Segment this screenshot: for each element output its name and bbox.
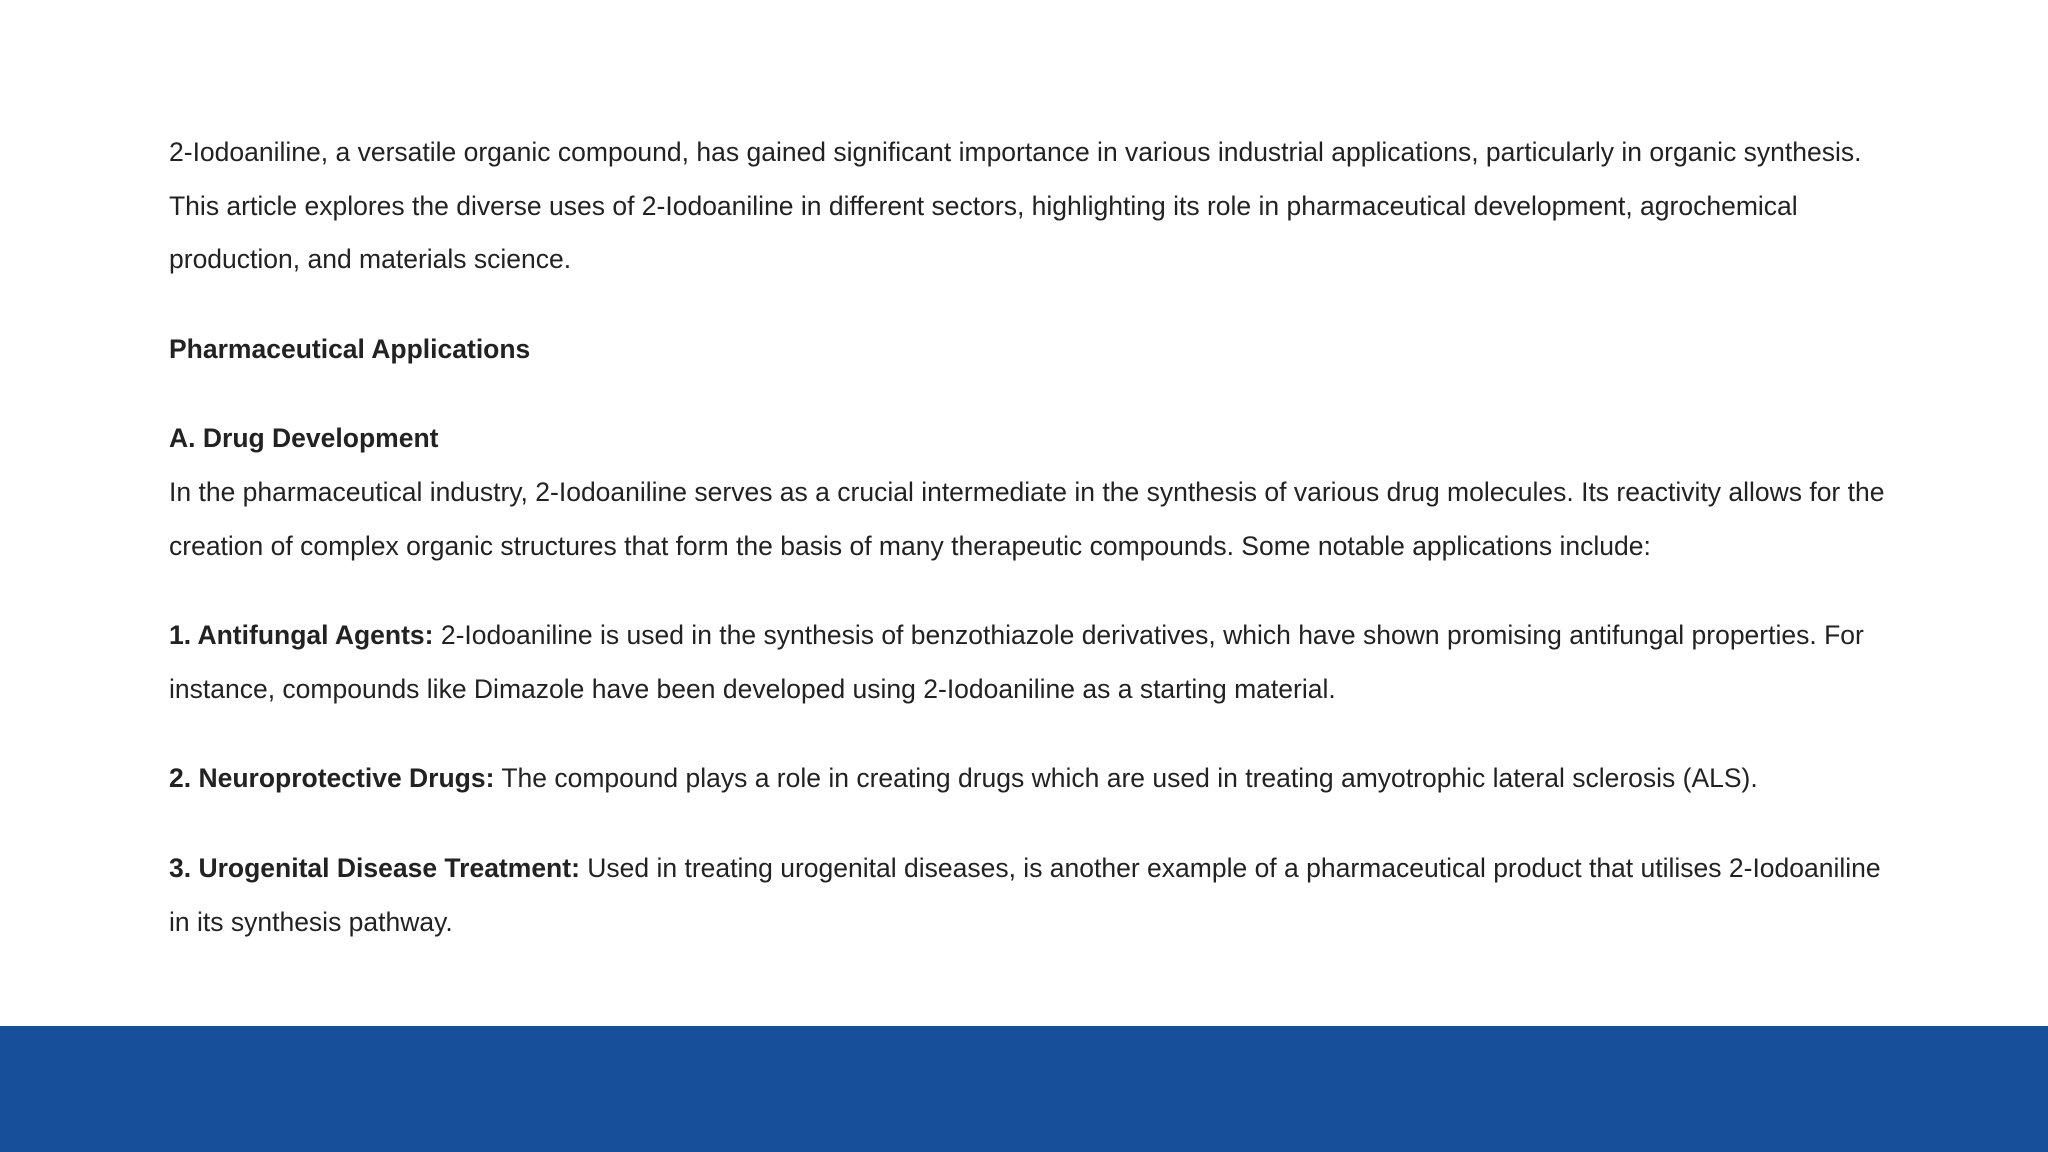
list-item (169, 752, 1889, 806)
document-body (169, 126, 1889, 949)
list-item-title: 3. Urogenital Disease Treatment: (169, 852, 580, 883)
intro-paragraph: 2-Iodoaniline, a versatile organic compound, has gained significant importance in various industrial applications, particularly in organic synthesis. This article explores the diverse uses of 2-Iodoaniline in different sectors, highlighting its role in pharmaceutical development, agrochemical production, and materials science. (169, 137, 1862, 275)
spacer (169, 573, 1889, 609)
subsection-body: In the pharmaceutical industry, 2-Iodoaniline serves as a crucial intermediate in the synthesis of various drug molecules. Its reactivity allows for the creation of complex organic structures that form the basis of many therapeutic compounds. Some notable applications include: (169, 476, 1885, 561)
list-item (169, 609, 1889, 716)
list-item-title: 1. Antifungal Agents: (169, 620, 434, 651)
spacer (169, 287, 1889, 323)
spacer (169, 376, 1889, 412)
footer-bar (0, 1026, 2048, 1152)
list-item (169, 842, 1889, 949)
list-item-text: 2-Iodoaniline is used in the synthesis of benzothiazole derivatives, which have shown promising antifungal properties. For instance, compounds like Dimazole have been developed using 2-Iodoaniline as a starting material. (169, 620, 1864, 704)
list-item-title: 2. Neuroprotective Drugs: (169, 763, 495, 794)
list-item-text: Used in treating urogenital diseases, is another example of a pharmaceutical product that utilises 2-Iodoaniline in its synthesis pathway. (169, 852, 1881, 937)
spacer (169, 716, 1889, 752)
subsection-heading: A. Drug Development (169, 423, 439, 454)
spacer (169, 806, 1889, 842)
section-heading: Pharmaceutical Applications (169, 333, 531, 364)
list-item-text: The compound plays a role in creating drugs which are used in treating amyotrophic lateral sclerosis (ALS). (494, 763, 1758, 794)
